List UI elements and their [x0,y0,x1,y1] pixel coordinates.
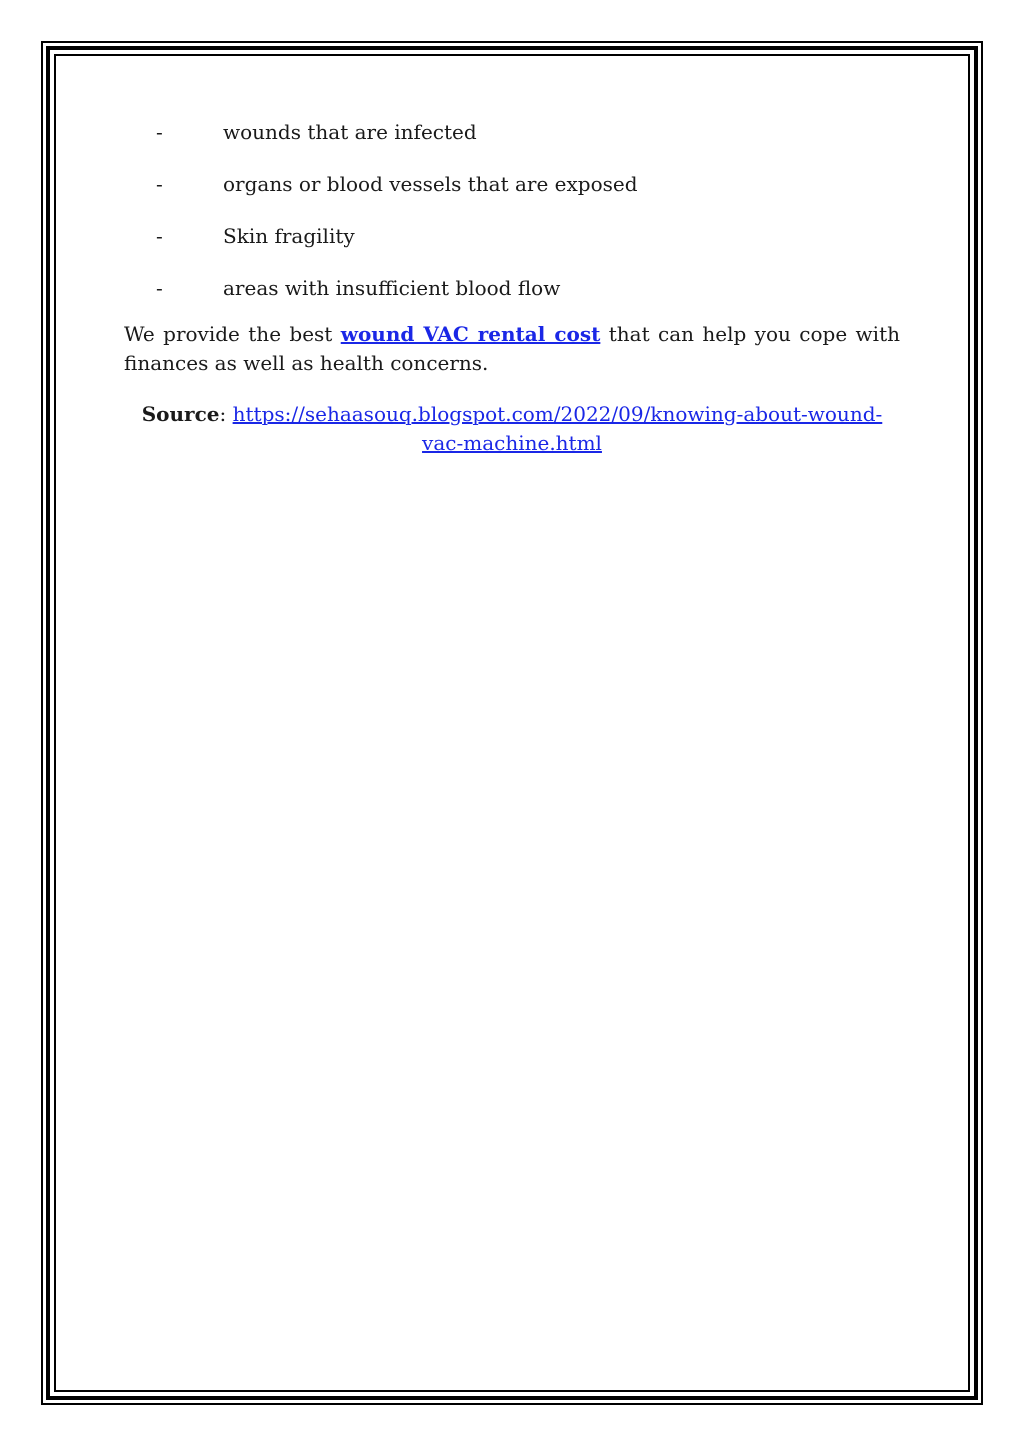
list-bullet: - [156,172,163,196]
list-bullet: - [156,276,163,300]
source-line [124,400,900,458]
list-item-text: organs or blood vessels that are exposed [223,172,638,196]
contraindication-list [124,118,900,303]
paragraph-text-before: We provide the best [124,322,341,346]
source-label: Source [141,402,220,426]
page-content [124,118,900,458]
body-paragraph [124,320,900,378]
paragraph-text-after: that can help you cope with finances as well as health concerns. [124,322,900,375]
list-item [124,274,900,303]
list-item-text: Skin fragility [223,224,355,248]
wound-vac-rental-link[interactable]: wound VAC rental cost [340,322,601,346]
list-bullet: - [156,120,163,144]
list-item-text: areas with insufficient blood flow [223,276,561,300]
list-item [124,118,900,147]
source-link[interactable]: https://sehaasouq.blogspot.com/2022/09/knowing-about-wound-vac-machine.html [232,402,883,455]
list-item-text: wounds that are infected [223,120,477,144]
list-item [124,222,900,251]
list-item [124,170,900,199]
list-bullet: - [156,224,163,248]
source-separator: : [219,402,233,426]
